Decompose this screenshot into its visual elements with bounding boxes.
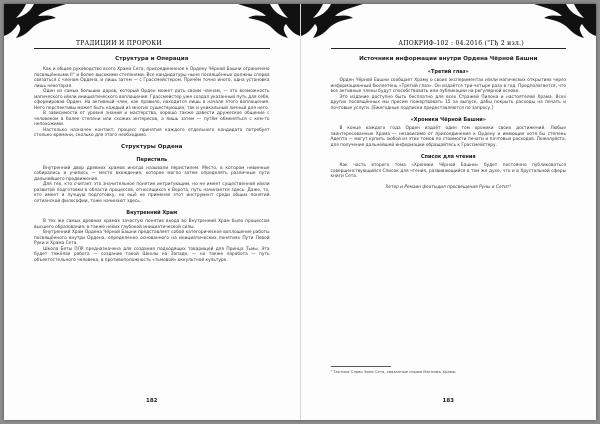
paragraph: Как часть второго тома «Хроники Чёрной Башни» будет постоянно публиковаться совершенствующийся Список для чтения, развивающийся в том же духе, что и в Хрустальной сферы книги Сета. [330, 163, 566, 179]
book-spread [4, 4, 596, 420]
header-rule [34, 48, 270, 49]
paragraph: В зависимости от уровня знаний и мастерства, хорошо также давести дружеское общение с человеком в более степени или схожих интересов, а лишь затем — путём обменяться с кем-то непохожими. [34, 111, 270, 127]
left-page-body [34, 56, 270, 390]
page-number: 182 [146, 398, 158, 404]
tribal-ornament-icon [238, 4, 300, 40]
paragraph: Для тех, кто считает это значительное понятие интригующим, но не имеет существенной и/или развитой подготовки в области процессов, относящихся к Ворота, путь начинается здесь. Даже, то, кто имеет и лучшую подготовку, но ещё не применял этот инструмент среди общих понятий сетианской философии, тоже начинают здесь. [34, 182, 270, 204]
subsection-heading: «Хроники Чёрной Башни» [410, 117, 487, 123]
subsection-heading: «Третий глаз» [427, 69, 469, 75]
tribal-ornament-icon [534, 4, 596, 40]
section-heading: Структуры Ордена [121, 143, 183, 150]
running-head [4, 40, 300, 50]
header-rule [331, 48, 567, 49]
paragraph: Внутренний двор древних храмов иногда называли перистилем. Место, в котором невинные собирались и учились — место вхождения, которое могло затем определять различные пути дальнейшего продвижения. [34, 165, 270, 182]
paragraph: Это издание доступно быть бесплатно для всех Стражей Пилона и настоятелей Храма. Всех других посвящённых мы просим пожертвовать 15 за выпуск, дабы покрыть расходы на печать и почтовые услуги. [Ежегодные подписки предоставляются по запросу.] [330, 94, 566, 111]
paragraph: Как и общее руководство всего Храма Сета, присоединенное к Ордену Чёрной Башни ограничено посвящёнными II° и более высокими степенями. Все кандидатуры ныне посвящённых должны сперва связаться с членом Ордена, и лишь затем — с Грассмейстером. Причём точно иного, одна установка лишь некоторая. [34, 67, 270, 89]
running-head [301, 40, 597, 50]
tribal-ornament-icon [301, 4, 363, 40]
footnote-rule [331, 366, 391, 367]
tribal-ornament-icon [4, 4, 66, 40]
section-heading: Структура и Операция [115, 56, 189, 62]
paragraph: Орден Чёрной Башни сообщает Храму о своих экспериментах и/или магических открытиях через информационный бюллетень «Третий глаз». Он издаётся три-четыре раза в год. Предполагается, что все активные члены будут способствовать или публикации на регулярной основе. [330, 78, 566, 94]
running-head-text: АПОКРИФ-102 : 04.2016 ("Гђ 2 изл.) [398, 40, 524, 47]
section-heading: Источники информации внутри Ордена Чёрной Башни [359, 56, 538, 62]
subsection-heading: Список для чтения [420, 154, 476, 160]
running-head-text: ТРАДИЦИИ И ПРОРОКИ [76, 40, 162, 47]
paragraph: В тех же самых древних храмах зачастую понятие входа во Внутренний Храм было процессом высшего образования, в также неких глубокой инициатической силы. [34, 219, 270, 230]
paragraph: Школа Беты ПЛР предназначена для создания подходящих товарищей для Принца Тьмы. Эта будет тяжёлая работа — создание такой Школы на Западе, — но также ларабота — путь объектостельного человека, в противоположность «тьмовой» оккультной культуре. [34, 246, 270, 263]
left-page [4, 4, 301, 420]
right-page [301, 4, 597, 420]
subsection-heading: Внутренний Храм [126, 210, 178, 216]
page-number: 183 [442, 398, 454, 404]
paragraph: Настолько назначен контакт, процесс принятия каждого отдельного кандидата потребует столько времени, сколько для этого необходимо. [34, 127, 270, 138]
paragraph: В конце каждого года Орден издаёт один том хроники своих достижений. Любые заинтересованные Храма — независимо от присоединения к Ордену и имеющие хотя бы степень Адепта — могут купить любой из этих томов по стоимости печати и почтовых расходов. Пожалуйста, для получения дальнейшей информации обращайтесь к Грассмейстеру. [330, 126, 566, 148]
footnote-text: ¹ Тактика Слово Эона Сета, связанные изыми Магнамъ Храма. [330, 369, 457, 374]
closing-line: Хетер и Ремаин феатыдил просвещения Руны и Сетит¹ [385, 184, 512, 190]
paragraph: Внутренний Храм Ордена Чёрной Башни представляет собой категорическое воплощение работы посвящённого внутри Ордена, определенно основанного на инициатических понятиях Пути Левой Руки и Храма Сета. [34, 230, 270, 246]
subsection-heading: Перистиль [136, 156, 168, 163]
paragraph: Один из самых больших даров, который Орден может дать своим членам, — это возможность магического и/или инициатического воплощения. Грассмейстер уже создал указанный путь для себя, сформировав Орден. На активный член, как правило, находится лишь в начале этого воплощения. Него перспективы может быть каждый из многих существующих, так и уникальный личный для него. [34, 89, 270, 111]
right-page-body [331, 56, 567, 390]
footnote [331, 366, 567, 374]
